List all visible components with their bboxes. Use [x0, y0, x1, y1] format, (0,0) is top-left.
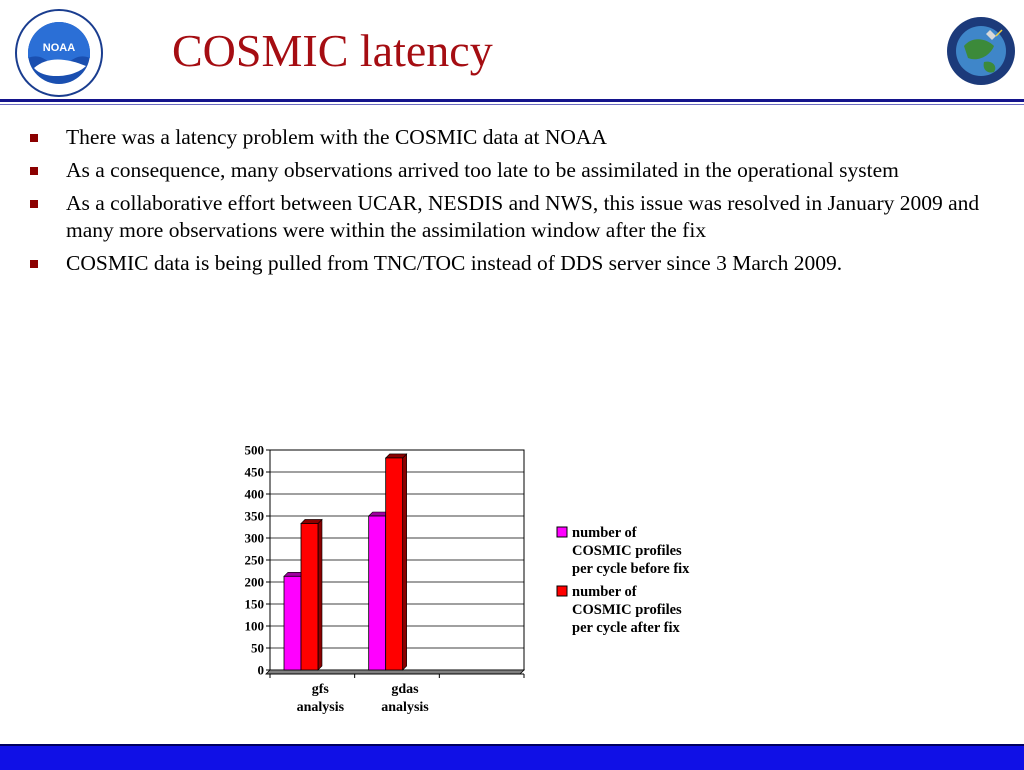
y-tick-label: 250: [244, 552, 264, 568]
bullet-text: COSMIC data is being pulled from TNC/TOC instead of DDS server since 3 March 2009.: [66, 251, 843, 275]
footer-bar: [0, 744, 1024, 770]
noaa-logo-text: NOAA: [42, 42, 76, 54]
legend-swatch: [557, 527, 567, 537]
x-category-label: analysis: [381, 700, 429, 715]
y-tick-label: 200: [244, 574, 264, 590]
bar-top: [301, 519, 322, 523]
bar: [386, 458, 403, 670]
legend-label: per cycle after fix: [572, 620, 680, 636]
bar-top: [386, 454, 407, 458]
legend-swatch: [557, 586, 567, 596]
bullet-text: As a collaborative effort between UCAR, NESDIS and NWS, this issue was resolved in January 2009 and many more observations were within the assimilation window after the fix: [66, 191, 980, 242]
bullet-text: As a consequence, many observations arrived too late to be assimilated in the operational system: [66, 158, 899, 182]
y-tick-label: 100: [244, 618, 264, 634]
bullet-text: There was a latency problem with the COSMIC data at NOAA: [66, 125, 607, 149]
x-category-label: analysis: [296, 700, 345, 715]
legend-label: number of: [572, 525, 637, 541]
y-tick-label: 450: [244, 464, 264, 480]
x-category-label: gdas: [391, 682, 419, 697]
legend-label: per cycle before fix: [572, 561, 690, 577]
bar: [284, 576, 301, 670]
y-tick-label: 150: [244, 596, 264, 612]
y-tick-label: 350: [244, 508, 264, 524]
slide-title: COSMIC latency: [172, 25, 493, 76]
bar: [301, 523, 318, 670]
bar-side: [318, 519, 322, 670]
legend-label: COSMIC profiles: [572, 602, 682, 618]
legend-label: number of: [572, 584, 637, 600]
legend-label: COSMIC profiles: [572, 543, 682, 559]
y-tick-label: 0: [257, 662, 264, 678]
bar-side: [403, 454, 407, 670]
chart-floor: [266, 670, 524, 674]
y-tick-label: 50: [251, 640, 264, 656]
bar: [369, 516, 386, 670]
y-tick-label: 300: [244, 530, 264, 546]
x-category-label: gfs: [311, 682, 329, 697]
y-tick-label: 500: [244, 442, 264, 458]
y-tick-label: 400: [244, 486, 264, 502]
